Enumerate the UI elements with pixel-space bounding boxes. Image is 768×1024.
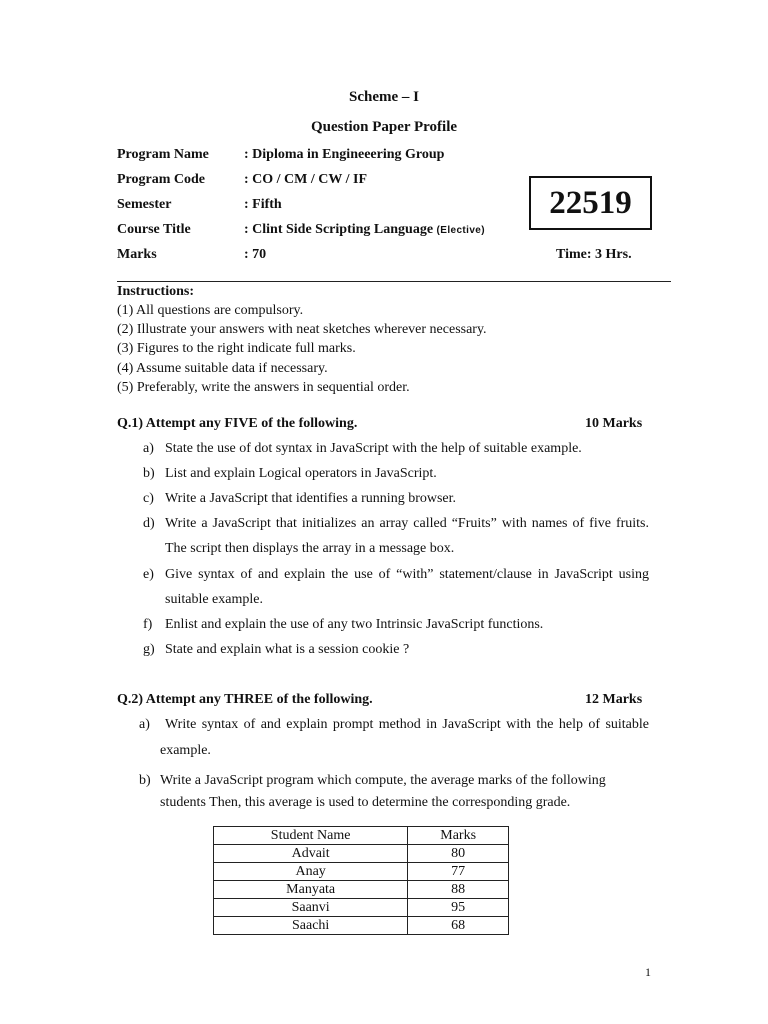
instruction-item: (4) Assume suitable data if necessary. [117,361,328,376]
table-cell: Anay [214,863,408,881]
table-header-cell: Marks [408,827,509,845]
table-row [214,845,509,863]
time-label: Time: 3 Hrs. [556,247,632,262]
q2-item-letter: b) [139,773,151,788]
semester-value: : Fifth [244,197,282,212]
q1-item-text: State the use of dot syntax in JavaScript with the help of suitable example. [165,441,582,456]
program-code-label: Program Code [117,172,205,187]
instructions-heading: Instructions: [117,284,195,299]
page-title: Question Paper Profile [310,119,458,135]
table-cell: 77 [408,863,509,881]
course-title-text: : Clint Side Scripting Language [244,222,434,237]
table-cell: Manyata [214,881,408,899]
table-row [214,917,509,935]
q2-item-text-cont: example. [160,743,211,758]
divider [117,281,671,282]
table-row [214,863,509,881]
q1-item-text: Write a JavaScript that initializes an array called “Fruits” with names of five fruits. [165,516,649,531]
program-code-value: : CO / CM / CW / IF [244,172,368,187]
q2-item-text-cont: students Then, this average is used to determine the corresponding grade. [160,795,571,810]
q1-marks: 10 Marks [585,416,643,431]
q1-item-letter: f) [143,617,153,632]
q2-item-letter: a) [139,717,150,732]
table-cell: 80 [408,845,509,863]
q2-item-text: Write a JavaScript program which compute, the average marks of the following [160,773,606,788]
q1-item-letter: d) [143,516,155,531]
instruction-item: (2) Illustrate your answers with neat sketches wherever necessary. [117,322,487,337]
q1-item-letter: b) [143,466,155,481]
q1-item-text: Write a JavaScript that identifies a running browser. [165,491,457,506]
table-cell: 95 [408,899,509,917]
table-row [214,881,509,899]
instruction-item: (1) All questions are compulsory. [117,303,304,318]
q1-item-text-cont: suitable example. [165,592,263,607]
course-title-label: Course Title [117,222,191,237]
q1-item-text: Enlist and explain the use of any two Intrinsic JavaScript functions. [165,617,544,632]
q1-item-letter: a) [143,441,154,456]
student-marks-table [213,826,509,935]
q1-item-letter: c) [143,491,154,506]
q2-heading: Q.2) Attempt any THREE of the following. [117,692,373,707]
q1-item-text-cont: The script then displays the array in a message box. [165,541,455,556]
q1-heading: Q.1) Attempt any FIVE of the following. [117,416,358,431]
q1-item-text: List and explain Logical operators in JavaScript. [165,466,437,481]
table-cell: 88 [408,881,509,899]
instruction-item: (3) Figures to the right indicate full marks. [117,341,356,356]
page-number: 1 [645,965,651,979]
elective-note: (Elective) [436,225,485,236]
table-row [214,899,509,917]
table-header-row [214,827,509,845]
q1-item-letter: g) [143,642,155,657]
q1-item-letter: e) [143,567,154,582]
program-name-label: Program Name [117,147,209,162]
marks-value: : 70 [244,247,267,262]
scheme-label: Scheme – I [349,89,419,105]
marks-label: Marks [117,247,157,262]
q1-item-text: State and explain what is a session cookie ? [165,642,410,657]
semester-label: Semester [117,197,172,212]
course-title-value [244,222,485,238]
program-name-value: : Diploma in Engineeering Group [244,147,445,162]
table-cell: Saachi [214,917,408,935]
q2-item-text: Write syntax of and explain prompt method in JavaScript with the help of suitable [165,717,649,732]
table-cell: 68 [408,917,509,935]
table-header-cell: Student Name [214,827,408,845]
q1-item-text: Give syntax of and explain the use of “with” statement/clause in JavaScript using [165,567,649,582]
course-code-box: 22519 [529,176,652,230]
table-cell: Advait [214,845,408,863]
instruction-item: (5) Preferably, write the answers in sequential order. [117,380,410,395]
q2-marks: 12 Marks [585,692,643,707]
table-cell: Saanvi [214,899,408,917]
